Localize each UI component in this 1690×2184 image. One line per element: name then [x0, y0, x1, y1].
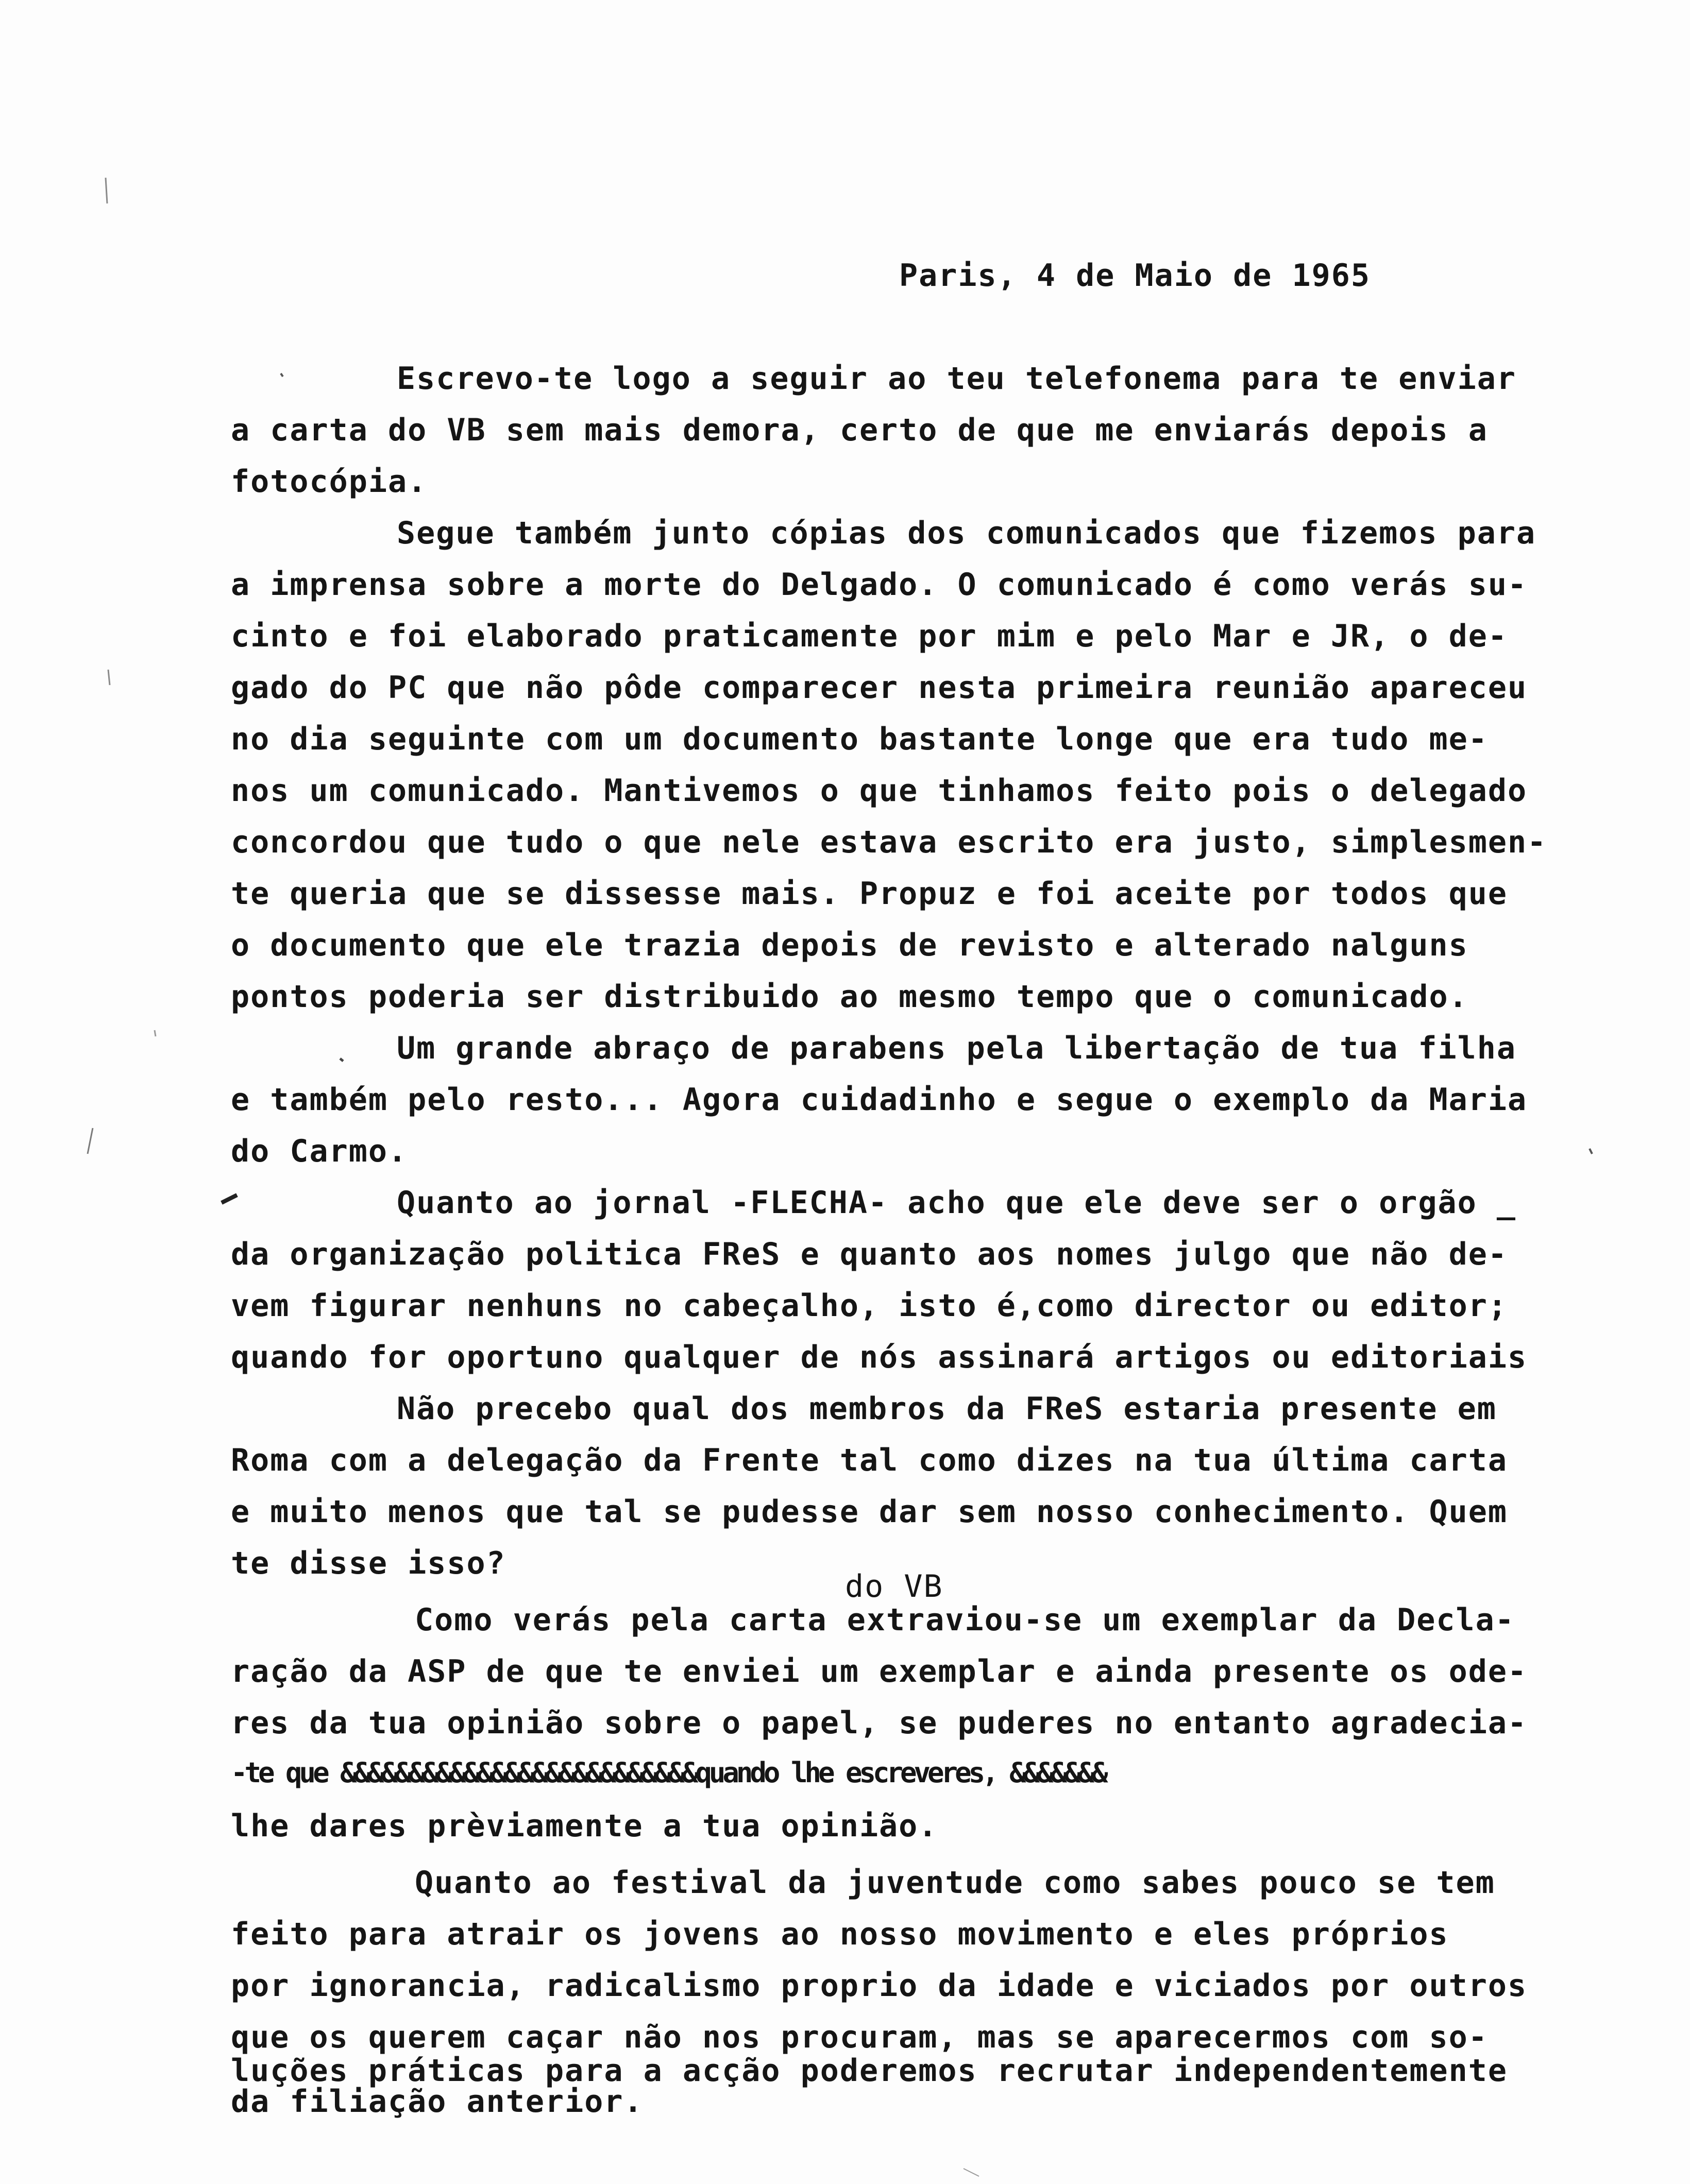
letter-line: por ignorancia, radicalismo proprio da idade e viciados por outros	[231, 1968, 1528, 2004]
speck-mark	[108, 670, 110, 685]
letter-line: a imprensa sobre a morte do Delgado. O comunicado é como verás su-	[231, 567, 1528, 603]
speck-mark	[88, 1128, 93, 1154]
speck-mark	[106, 178, 107, 203]
letter-line-overtyped: -te que &&&&&&&&&&&&&&&&&&&&&&&&&&quando lhe escreveres, &&&&&&&	[231, 1756, 1105, 1789]
speck-mark	[281, 373, 283, 377]
letter-line: feito para atrair os jovens ao nosso movimento e eles próprios	[231, 1916, 1449, 1952]
letter-line: que os querem caçar não nos procuram, mas se aparecermos com so-	[231, 2019, 1488, 2055]
letter-line: Quanto ao jornal -FLECHA- acho que ele deve ser o orgão _	[397, 1185, 1517, 1221]
letter-line: da filiação anterior.	[231, 2084, 644, 2120]
letter-line: ração da ASP de que te enviei um exemplar e ainda presente os ode-	[231, 1653, 1528, 1690]
letter-line: luções práticas para a acção poderemos recrutar independentemente	[231, 2053, 1508, 2089]
speck-mark	[155, 1030, 156, 1036]
letter-line: res da tua opinião sobre o papel, se puderes no entanto agradecia-	[231, 1705, 1528, 1741]
letter-line: e também pelo resto... Agora cuidadinho e segue o exemplo da Maria	[231, 1082, 1528, 1118]
letter-line: Escrevo-te logo a seguir ao teu telefonema para te enviar	[397, 361, 1517, 397]
letter-line: do Carmo.	[231, 1133, 408, 1169]
speck-mark	[964, 2169, 979, 2176]
letter-line: Quanto ao festival da juventude como sabes pouco se tem	[415, 1865, 1495, 1901]
letter-line: da organização politica FReS e quanto aos nomes julgo que não de-	[231, 1236, 1508, 1272]
letter-line: vem figurar nenhuns no cabeçalho, isto é,como director ou editor;	[231, 1288, 1508, 1324]
letter-line: cinto e foi elaborado praticamente por mim e pelo Mar e JR, o de-	[231, 618, 1508, 654]
letter-line: nos um comunicado. Mantivemos o que tinhamos feito pois o delegado	[231, 773, 1528, 809]
letter-line: lhe dares prèviamente a tua opinião.	[231, 1808, 938, 1844]
speck-mark	[222, 1195, 237, 1203]
letter-line: pontos poderia ser distribuido ao mesmo tempo que o comunicado.	[231, 979, 1468, 1015]
letter-line: Como verás pela carta extraviou-se um exemplar da Decla-	[415, 1602, 1515, 1638]
letter-line: o documento que ele trazia depois de revisto e alterado nalguns	[231, 927, 1468, 963]
letter-line: te disse isso?	[231, 1545, 506, 1581]
letter-line: e muito menos que tal se pudesse dar sem nosso conhecimento. Quem	[231, 1494, 1508, 1530]
letter-line: gado do PC que não pôde comparecer nesta primeira reunião apareceu	[231, 670, 1528, 706]
letter-line: fotocópia.	[231, 464, 428, 500]
letter-line: no dia seguinte com um documento bastante longe que era tudo me-	[231, 721, 1488, 757]
speck-mark	[340, 1059, 343, 1061]
letter-line: quando for oportuno qualquer de nós assinará artigos ou editoriais	[231, 1339, 1528, 1375]
letter-line: Segue também junto cópias dos comunicados que fizemos para	[397, 515, 1536, 551]
letter-date: Paris, 4 de Maio de 1965	[899, 258, 1371, 294]
letter-line: Roma com a delegação da Frente tal como dizes na tua última carta	[231, 1442, 1508, 1478]
letter-line: Um grande abraço de parabens pela libertação de tua filha	[397, 1030, 1517, 1066]
letter-line: concordou que tudo o que nele estava escrito era justo, simplesmen-	[231, 824, 1547, 860]
letter-line: Não precebo qual dos membros da FReS estaria presente em	[397, 1391, 1497, 1427]
speck-mark	[1590, 1149, 1592, 1154]
letter-line: a carta do VB sem mais demora, certo de que me enviarás depois a	[231, 412, 1488, 448]
handwritten-insertion: do VB	[845, 1568, 943, 1605]
letter-line: te queria que se dissesse mais. Propuz e foi aceite por todos que	[231, 876, 1508, 912]
